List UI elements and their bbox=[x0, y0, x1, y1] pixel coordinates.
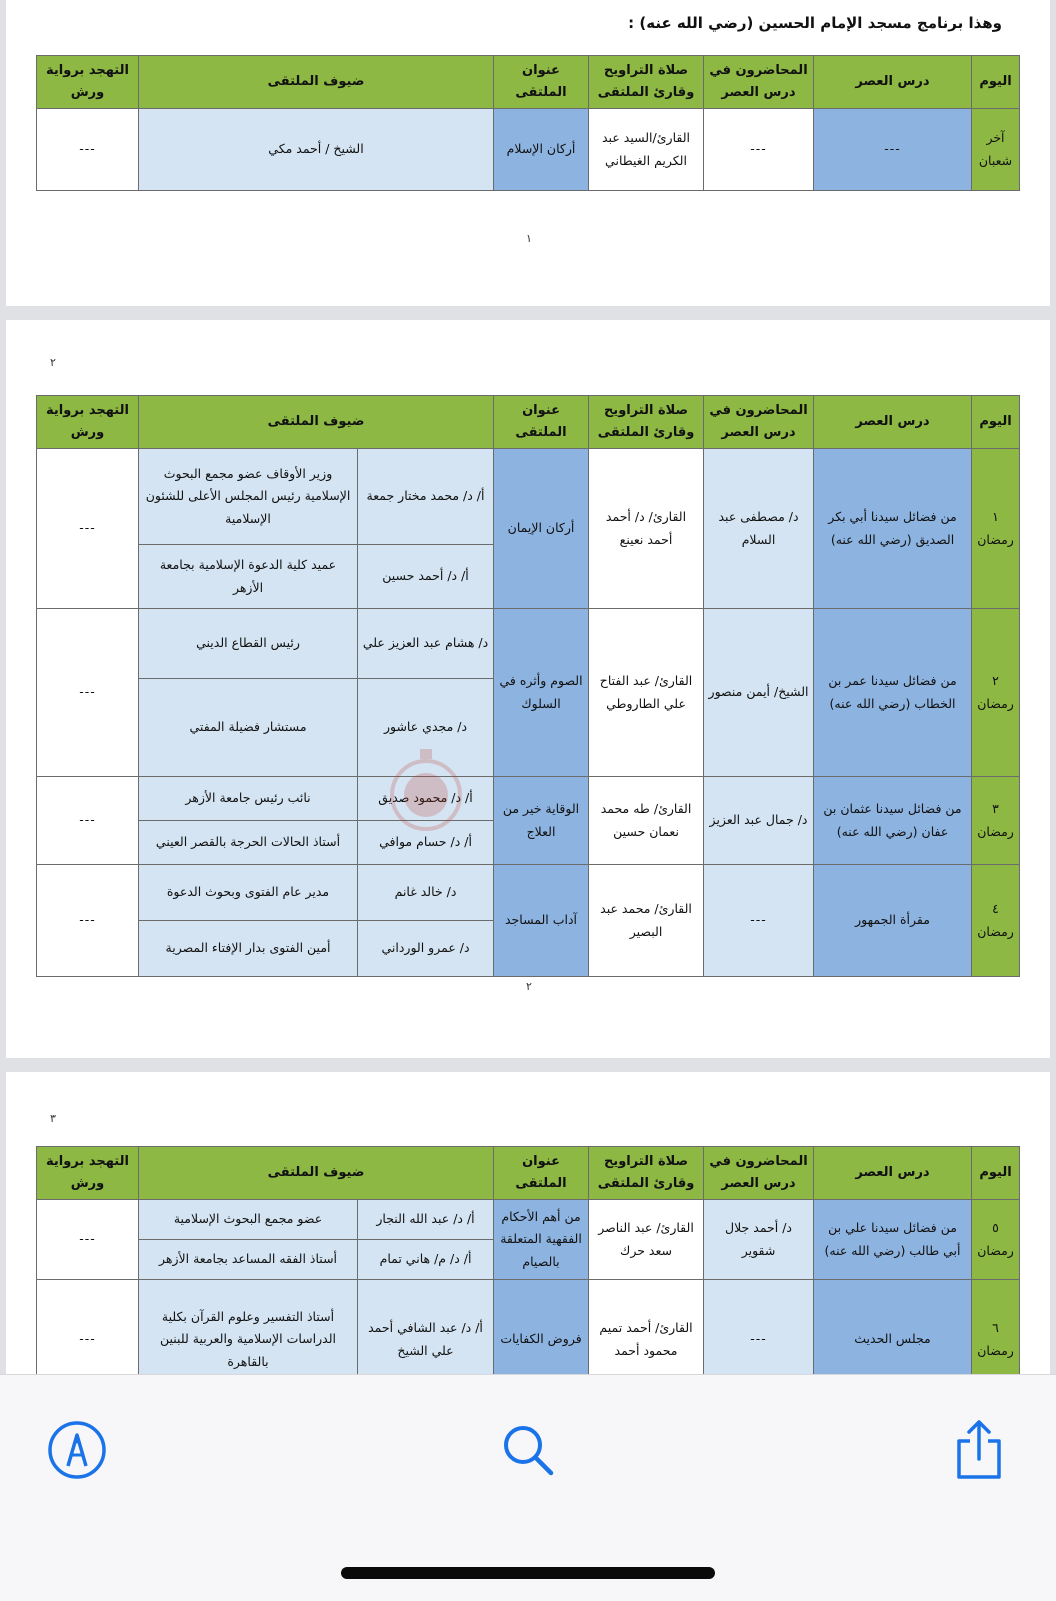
cell-day: ٣ رمضان bbox=[972, 777, 1020, 865]
cell-guest-name: د/ عمرو الورداني bbox=[358, 921, 494, 977]
search-button[interactable] bbox=[495, 1417, 561, 1483]
cell-day: ٢ رمضان bbox=[972, 609, 1020, 777]
header-guests: ضيوف الملتقى bbox=[139, 1147, 494, 1200]
cell-warsh: --- bbox=[37, 865, 139, 977]
cell-guest-role: أستاذ التفسير وعلوم القرآن بكلية الدراسات الإسلامية والعربية للبنين بالقاهرة bbox=[139, 1280, 358, 1375]
header-taraweeh: صلاة التراويح وقارئ الملتقى bbox=[589, 396, 704, 449]
cell-guest-name: د/ هشام عبد العزيز علي bbox=[358, 609, 494, 679]
header-warsh: التهجد برواية ورش bbox=[37, 396, 139, 449]
page-heading: وهذا برنامج مسجد الإمام الحسين (رضي الله عنه) : bbox=[628, 14, 1002, 32]
cell-guest-role: مستشار فضيلة المفتي bbox=[139, 679, 358, 777]
table-row bbox=[37, 449, 1020, 545]
page-number: ٢ bbox=[526, 980, 532, 993]
cell-asr-lecturers: --- bbox=[704, 109, 814, 191]
cell-asr-lecturers: الشيخ/ أيمن منصور bbox=[704, 609, 814, 777]
cell-guest-role: رئيس القطاع الديني bbox=[139, 609, 358, 679]
header-day: اليوم bbox=[972, 396, 1020, 449]
cell-guest-name: أ/ د/ عبد الشافي أحمد علي الشيخ bbox=[358, 1280, 494, 1375]
cell-warsh: --- bbox=[37, 777, 139, 865]
table-row bbox=[37, 609, 1020, 679]
cell-warsh: --- bbox=[37, 449, 139, 609]
cell-taraweeh: القارئ/ طه محمد نعمان حسين bbox=[589, 777, 704, 865]
cell-guest-name: أ/ د/ محمود صديق bbox=[358, 777, 494, 821]
table-header-row bbox=[37, 56, 1020, 109]
cell-taraweeh: القارئ/السيد عبد الكريم الغيطاني bbox=[589, 109, 704, 191]
document-page-1 bbox=[6, 0, 1050, 306]
header-warsh: التهجد برواية ورش bbox=[37, 56, 139, 109]
cell-guest-role: أمين الفتوى بدار الإفتاء المصرية bbox=[139, 921, 358, 977]
cell-guest-name: أ/ د/ محمد مختار جمعة bbox=[358, 449, 494, 545]
header-taraweeh: صلاة التراويح وقارئ الملتقى bbox=[589, 56, 704, 109]
markup-button[interactable] bbox=[44, 1417, 110, 1483]
cell-forum-title: أركان الإسلام bbox=[494, 109, 589, 191]
header-asr-lesson: درس العصر bbox=[814, 1147, 972, 1200]
cell-guest-name: د/ مجدي عاشور bbox=[358, 679, 494, 777]
cell-warsh: --- bbox=[37, 109, 139, 191]
header-asr-lecturers: المحاضرون في درس العصر bbox=[704, 1147, 814, 1200]
header-day: اليوم bbox=[972, 1147, 1020, 1200]
cell-forum-title: فروض الكفايات bbox=[494, 1280, 589, 1375]
cell-asr-lesson: مجلس الحديث bbox=[814, 1280, 972, 1375]
cell-guest: الشيخ / أحمد مكي bbox=[139, 109, 494, 191]
cell-day: آخر شعبان bbox=[972, 109, 1020, 191]
cell-taraweeh: القارئ/ محمد عبد البصير bbox=[589, 865, 704, 977]
cell-guest-role: أستاذ الحالات الحرجة بالقصر العيني bbox=[139, 821, 358, 865]
cell-asr-lecturers: --- bbox=[704, 1280, 814, 1375]
header-warsh: التهجد برواية ورش bbox=[37, 1147, 139, 1200]
cell-guest-role: مدير عام الفتوى وبحوث الدعوة bbox=[139, 865, 358, 921]
cell-forum-title: من أهم الأحكام الفقهية المتعلقة بالصيام bbox=[494, 1200, 589, 1280]
bottom-toolbar bbox=[0, 1374, 1056, 1601]
cell-asr-lesson: من فضائل سيدنا عمر بن الخطاب (رضي الله عنه) bbox=[814, 609, 972, 777]
cell-day: ٥ رمضان bbox=[972, 1200, 1020, 1280]
cell-asr-lecturers: د/ أحمد جلال شقوير bbox=[704, 1200, 814, 1280]
cell-guest-name: د/ خالد غانم bbox=[358, 865, 494, 921]
cell-asr-lecturers: --- bbox=[704, 865, 814, 977]
cell-guest-role: أستاذ الفقه المساعد بجامعة الأزهر bbox=[139, 1240, 358, 1280]
header-asr-lecturers: المحاضرون في درس العصر bbox=[704, 56, 814, 109]
table-header-row bbox=[37, 396, 1020, 449]
table-row bbox=[37, 865, 1020, 921]
table-row bbox=[37, 1280, 1020, 1375]
cell-taraweeh: القارئ/ عبد الناصر سعد حرك bbox=[589, 1200, 704, 1280]
cell-guest-role: عضو مجمع البحوث الإسلامية bbox=[139, 1200, 358, 1240]
schedule-table-1 bbox=[36, 55, 1020, 191]
cell-asr-lesson: --- bbox=[814, 109, 972, 191]
header-taraweeh: صلاة التراويح وقارئ الملتقى bbox=[589, 1147, 704, 1200]
home-indicator bbox=[341, 1567, 715, 1579]
cell-asr-lesson: من فضائل سيدنا أبي بكر الصديق (رضي الله عنه) bbox=[814, 449, 972, 609]
cell-asr-lesson: مقرأة الجمهور bbox=[814, 865, 972, 977]
cell-warsh: --- bbox=[37, 1280, 139, 1375]
header-asr-lesson: درس العصر bbox=[814, 396, 972, 449]
cell-forum-title: أركان الإيمان bbox=[494, 449, 589, 609]
page-number-top: ٢ bbox=[50, 356, 56, 369]
header-asr-lecturers: المحاضرون في درس العصر bbox=[704, 396, 814, 449]
cell-guest-name: أ/ د/ حسام موافي bbox=[358, 821, 494, 865]
cell-warsh: --- bbox=[37, 1200, 139, 1280]
document-page-3 bbox=[6, 1072, 1050, 1374]
document-page-2 bbox=[6, 320, 1050, 1058]
cell-guest-name: أ/ د/ م/ هاني تمام bbox=[358, 1240, 494, 1280]
header-forum-title: عنوان الملتقى bbox=[494, 56, 589, 109]
share-icon bbox=[948, 1417, 1010, 1483]
page-number: ١ bbox=[526, 232, 532, 245]
share-button[interactable] bbox=[946, 1417, 1012, 1483]
cell-asr-lesson: من فضائل سيدنا عثمان بن عفان (رضي الله عنه) bbox=[814, 777, 972, 865]
cell-asr-lecturers: د/ جمال عبد العزيز bbox=[704, 777, 814, 865]
cell-day: ٤ رمضان bbox=[972, 865, 1020, 977]
cell-guest-role: وزير الأوقاف عضو مجمع البحوث الإسلامية رئيس المجلس الأعلى للشئون الإسلامية bbox=[139, 449, 358, 545]
header-asr-lesson: درس العصر bbox=[814, 56, 972, 109]
cell-forum-title: آداب المساجد bbox=[494, 865, 589, 977]
schedule-table-2 bbox=[36, 395, 1020, 977]
cell-guest-role: نائب رئيس جامعة الأزهر bbox=[139, 777, 358, 821]
header-forum-title: عنوان الملتقى bbox=[494, 1147, 589, 1200]
cell-day: ٦ رمضان bbox=[972, 1280, 1020, 1375]
cell-warsh: --- bbox=[37, 609, 139, 777]
page-number-top: ٣ bbox=[50, 1112, 56, 1125]
header-forum-title: عنوان الملتقى bbox=[494, 396, 589, 449]
cell-day: ١ رمضان bbox=[972, 449, 1020, 609]
cell-guest-role: عميد كلية الدعوة الإسلامية بجامعة الأزهر bbox=[139, 545, 358, 609]
cell-forum-title: الصوم وأثره في السلوك bbox=[494, 609, 589, 777]
cell-taraweeh: القارئ/ د/ أحمد أحمد نعينع bbox=[589, 449, 704, 609]
table-header-row bbox=[37, 1147, 1020, 1200]
table-row bbox=[37, 777, 1020, 821]
cell-guest-name: أ/ د/ عبد الله النجار bbox=[358, 1200, 494, 1240]
cell-taraweeh: القارئ/ عبد الفتاح علي الطاروطي bbox=[589, 609, 704, 777]
header-day: اليوم bbox=[972, 56, 1020, 109]
header-guests: ضيوف الملتقى bbox=[139, 56, 494, 109]
cell-taraweeh: القارئ/ أحمد تميم محمود أحمد bbox=[589, 1280, 704, 1375]
table-row bbox=[37, 109, 1020, 191]
search-icon bbox=[497, 1419, 559, 1481]
markup-pen-icon bbox=[46, 1419, 108, 1481]
cell-forum-title: الوقاية خير من العلاج bbox=[494, 777, 589, 865]
table-row bbox=[37, 1200, 1020, 1240]
cell-guest-name: أ/ د/ أحمد حسين bbox=[358, 545, 494, 609]
schedule-table-3 bbox=[36, 1146, 1020, 1374]
cell-asr-lesson: من فضائل سيدنا علي بن أبي طالب (رضي الله عنه) bbox=[814, 1200, 972, 1280]
cell-asr-lecturers: د/ مصطفى عبد السلام bbox=[704, 449, 814, 609]
header-guests: ضيوف الملتقى bbox=[139, 396, 494, 449]
